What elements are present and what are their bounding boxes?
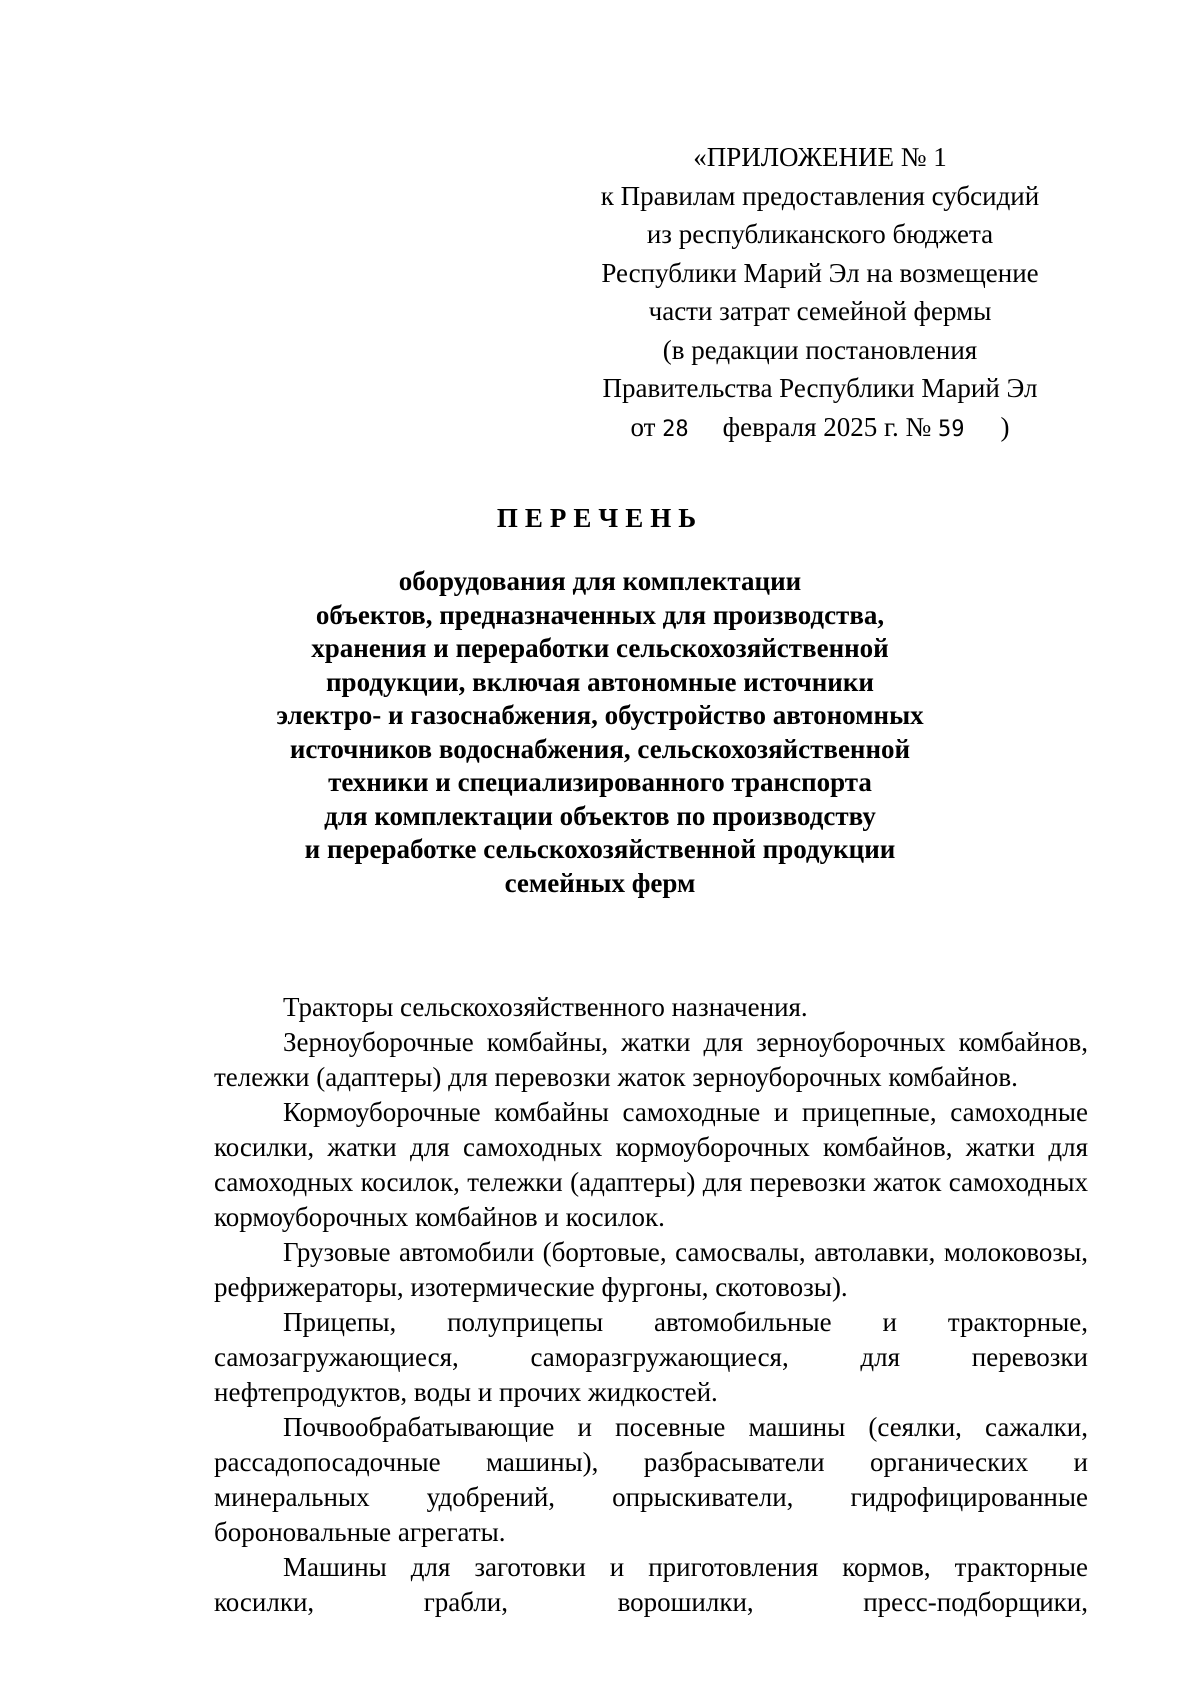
body-paragraph: Почвообрабатывающие и посевные машины (сеялки, сажалки, рассадопосадочные машины), разбрасыватели органических и минеральных удобрений, опрыскиватели, гидрофицированные бороновальные агрегаты. [214, 1412, 1088, 1547]
date-suffix: ) [1000, 411, 1010, 442]
body-paragraph: Кормоуборочные комбайны самоходные и прицепные, самоходные косилки, жатки для самоходных кормоуборочных комбайнов, жатки для самоходных косилок, тележки (адаптеры) для перевозки жаток самоходных кормоуборочных комбайнов и косилок. [214, 1097, 1088, 1232]
body-paragraph: Тракторы сельскохозяйственного назначения. [283, 992, 808, 1022]
subtitle-line: оборудования для комплектации [398, 566, 802, 596]
body-paragraph: Грузовые автомобили (бортовые, самосвалы, автолавки, молоковозы, рефрижераторы, изотермические фургоны, скотовозы). [214, 1237, 1088, 1302]
subtitle-line: семейных ферм [504, 867, 696, 898]
body-paragraph: Машины для заготовки и приготовления кормов, тракторные косилки, грабли, ворошилки, пресс-подборщики, [214, 1552, 1088, 1617]
date-middle: февраля 2025 г. № [722, 411, 932, 442]
document-heading: ПЕРЕЧЕНЬ [496, 503, 704, 533]
date-prefix: от [630, 411, 656, 442]
appendix-line: из республиканского бюджета [646, 219, 994, 249]
appendix-date-line [590, 408, 1050, 450]
subtitle-line: электро- и газоснабжения, обустройство автономных [276, 700, 924, 730]
subtitle-line: продукции, включая автономные источники [326, 666, 874, 697]
subtitle-line: для комплектации объектов по производству [324, 800, 876, 831]
subtitle-line: техники и специализированного транспорта [328, 767, 872, 797]
document-body [214, 990, 1088, 1620]
appendix-line: «ПРИЛОЖЕНИЕ № 1 [693, 142, 947, 172]
document-subtitle [200, 565, 1000, 900]
body-paragraph: Прицепы, полуприцепы автомобильные и тракторные, самозагружающиеся, саморазгружающиеся, для перевозки нефтепродуктов, воды и прочих жидкостей. [214, 1307, 1088, 1407]
appendix-line: (в редакции постановления [662, 334, 978, 365]
subtitle-line: хранения и переработки сельскохозяйственной [311, 633, 889, 663]
subtitle-line: и переработке сельскохозяйственной продукции [304, 834, 896, 864]
appendix-line: к Правилам предоставления субсидий [600, 180, 1040, 211]
appendix-line: Правительства Республики Марий Эл [602, 373, 1038, 403]
body-paragraph: Зерноуборочные комбайны, жатки для зерноуборочных комбайнов, тележки (адаптеры) для перевозки жаток зерноуборочных комбайнов. [214, 1027, 1088, 1092]
appendix-line: Республики Марий Эл на возмещение [601, 257, 1039, 288]
decree-number: 59 [938, 416, 965, 442]
appendix-header [590, 138, 1050, 449]
appendix-line: части затрат семейной фермы [648, 296, 992, 326]
date-day: 28 [662, 416, 689, 442]
subtitle-line: объектов, предназначенных для производства, [315, 599, 885, 630]
subtitle-line: источников водоснабжения, сельскохозяйственной [289, 733, 911, 764]
